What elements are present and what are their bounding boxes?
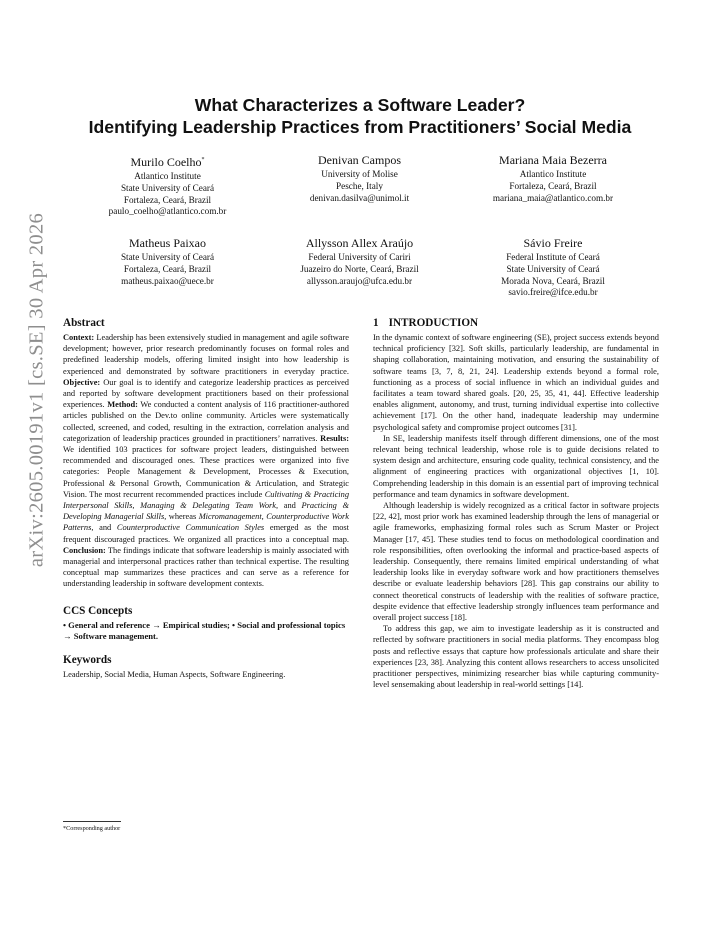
author-email: matheus.paixao@uece.br: [121, 275, 214, 286]
author-affiliation: State University of Ceará: [506, 263, 600, 274]
author-affiliation: Atlantico Institute: [519, 169, 587, 179]
title-line-2: Identifying Leadership Practices from Practitioners’ Social Media: [88, 117, 632, 137]
ccs-text: • General and reference → Empirical studies; • Social and professional topics → Software management.: [63, 619, 346, 642]
author-location: Fortaleza, Ceará, Brazil: [509, 180, 597, 191]
author-block: [272, 153, 447, 204]
author-email: denivan.dasilva@unimol.it: [309, 192, 410, 203]
ccs-heading: CCS Concepts: [63, 604, 133, 617]
author-block: [463, 236, 643, 299]
author-name: Murilo Coelho*: [130, 155, 205, 169]
author-location: Fortaleza, Ceará, Brazil: [123, 263, 212, 274]
author-name: Allysson Allex Araújo: [305, 236, 414, 250]
author-name: Matheus Paixao: [129, 236, 206, 250]
corresponding-mark: *: [201, 157, 205, 163]
author-affiliation: Federal Institute of Ceará: [506, 252, 600, 262]
author-block: [80, 236, 255, 287]
author-affiliation: Federal University of Cariri: [308, 252, 411, 262]
intro-paragraph: Although leadership is widely recognized as a critical factor in software projects [22, 42], most prior work has examined leadership through the lens of managerial or agile frameworks, emphasizing formal roles such as Scrum Master or Project Manager [17, 45]. These studies tend to focus on methodological coordination and role responsibilities, often overlooking the informal and practice-based aspects of leadership. Consequently, there remains limited empirical understanding of what leadership looks like in everyday software work and how practitioners themselves describe or evaluate leadership behaviors [28]. This gap constrains our ability to connect theoretical constructs of leadership with the realities of software practice, despite evidence that effective leadership strongly influences team performance and overall project success [18].: [373, 501, 659, 623]
author-location: Juazeiro do Norte, Ceará, Brazil: [300, 263, 419, 274]
author-email: mariana_maia@atlantico.com.br: [492, 192, 614, 203]
author-email: paulo_coelho@atlantico.com.br: [108, 206, 227, 217]
author-affiliation: Atlantico Institute: [134, 171, 201, 181]
arxiv-identifier: arXiv:2605.00191v1 [cs.SE] 30 Apr 2026: [25, 212, 48, 568]
footnote-divider: [63, 821, 121, 822]
author-affiliation: University of Molise: [321, 169, 398, 179]
intro-paragraph: In the dynamic context of software engineering (SE), project success extends beyond technical proficiency [32]. Soft skills, particularly leadership, are fundamental in shaping collaboration, maintaining motivation, and ensuring the sustainability of software teams [3, 7, 8, 21, 24]. Leadership extends beyond a formal role, functioning as a process of social influence in which an individual guides and facilitates a team toward shared goals. [20, 25, 35, 41, 44]. Effective leadership enables alignment, autonomy, and trust, turning individual expertise into collective achievement [17]. On the other hand, inadequate leadership may undermine psychological safety and compromise project outcomes [31].: [373, 333, 659, 432]
left-column: [63, 316, 349, 681]
author-email: allysson.araujo@ufca.edu.br: [306, 275, 413, 286]
arxiv-stamp: [22, 110, 52, 670]
keywords-heading: Keywords: [63, 654, 112, 667]
right-column: [373, 316, 659, 691]
author-name: Sávio Freire: [523, 236, 583, 250]
author-email: savio.freire@ifce.edu.br: [508, 287, 598, 298]
intro-paragraph: To address this gap, we aim to investigate leadership as it is constructed and reflected by software practitioners in social media platforms. They encompass blog posts and reflective essays that capture how professionals articulate and share their experiences [23, 38]. Analyzing this content allows researchers to access unsolicited practitioner perspectives, minimizing researcher bias while capturing community-level sensemaking about leadership in real-world settings [14].: [373, 624, 659, 690]
author-location: Pesche, Italy: [336, 180, 383, 191]
paper-title: [40, 94, 680, 138]
author-affiliation: State University of Ceará: [120, 182, 215, 193]
author-name: Denivan Campos: [318, 153, 401, 167]
author-location: Morada Nova, Ceará, Brazil: [501, 275, 605, 286]
author-block: [463, 153, 643, 204]
abstract-text: Context: Leadership has been extensively studied in management and agile software development; however, prior research predominantly focuses on formal roles and predefined leadership models, offering limited insight into how leadership is experienced and demonstrated by software practitioners in everyday practice. Objective: Our goal is to identify and categorize leadership practices as perceived and reported by software development practitioners based on their professional experiences. Method: We conducted a content analysis of 116 practitioner-authored articles published on the Dev.to online community. Articles were systematically collected, screened, and coded, resulting in the extraction, correlation analysis and categorization of leadership practices grounded in practitioners’ narratives. Results: We identified 103 practices for software project leaders, distinguished between recommended and discouraged ones. These practices were organized into five categories: People Management & Development, Processes & Execution, Professional & Personal Growth, Communication & Articulation, and Strategic Vision. The most recurrent recommended practices include Cultivating & Practicing Interpersonal Skills, Managing & Delegating Team Work, and Practicing & Developing Managerial Skills, whereas Micromanagement, Counterproductive Work Patterns, and Counterproductive Communication Styles emerged as the most frequent discouraged practices. We organized all practices into a conceptual map. Conclusion: The findings indicate that software leadership is mainly associated with managerial and interpersonal practices rather than technical expertise. The resulting conceptual map summarizes these practices and can serve as a reference for understanding leadership in software development contexts.: [63, 333, 350, 589]
author-location: Fortaleza, Ceará, Brazil: [123, 194, 212, 205]
title-line-1: What Characterizes a Software Leader?: [194, 95, 526, 115]
section-number: 1: [373, 317, 379, 329]
keywords-text: Leadership, Social Media, Human Aspects, Software Engineering.: [63, 670, 286, 680]
intro-paragraph: In SE, leadership manifests itself through different dimensions, one of the most relevant being technical leadership, whose role is to guide decisions related to system design and architecture, ensuring code quality, technical consistency, and the alignment of engineering practices with organizational objectives [1, 10]. Comprehending leadership in this domain is an essential part of improving technical performance and team dynamics in software development.: [373, 433, 659, 499]
author-block: [80, 153, 255, 218]
footnote: *Corresponding author: [63, 825, 121, 832]
author-affiliation: State University of Ceará: [120, 252, 215, 262]
abstract-heading: Abstract: [63, 317, 105, 329]
author-name: Mariana Maia Bezerra: [499, 153, 607, 167]
introduction-heading: 1 INTRODUCTION: [373, 317, 479, 329]
author-block: [272, 236, 447, 287]
